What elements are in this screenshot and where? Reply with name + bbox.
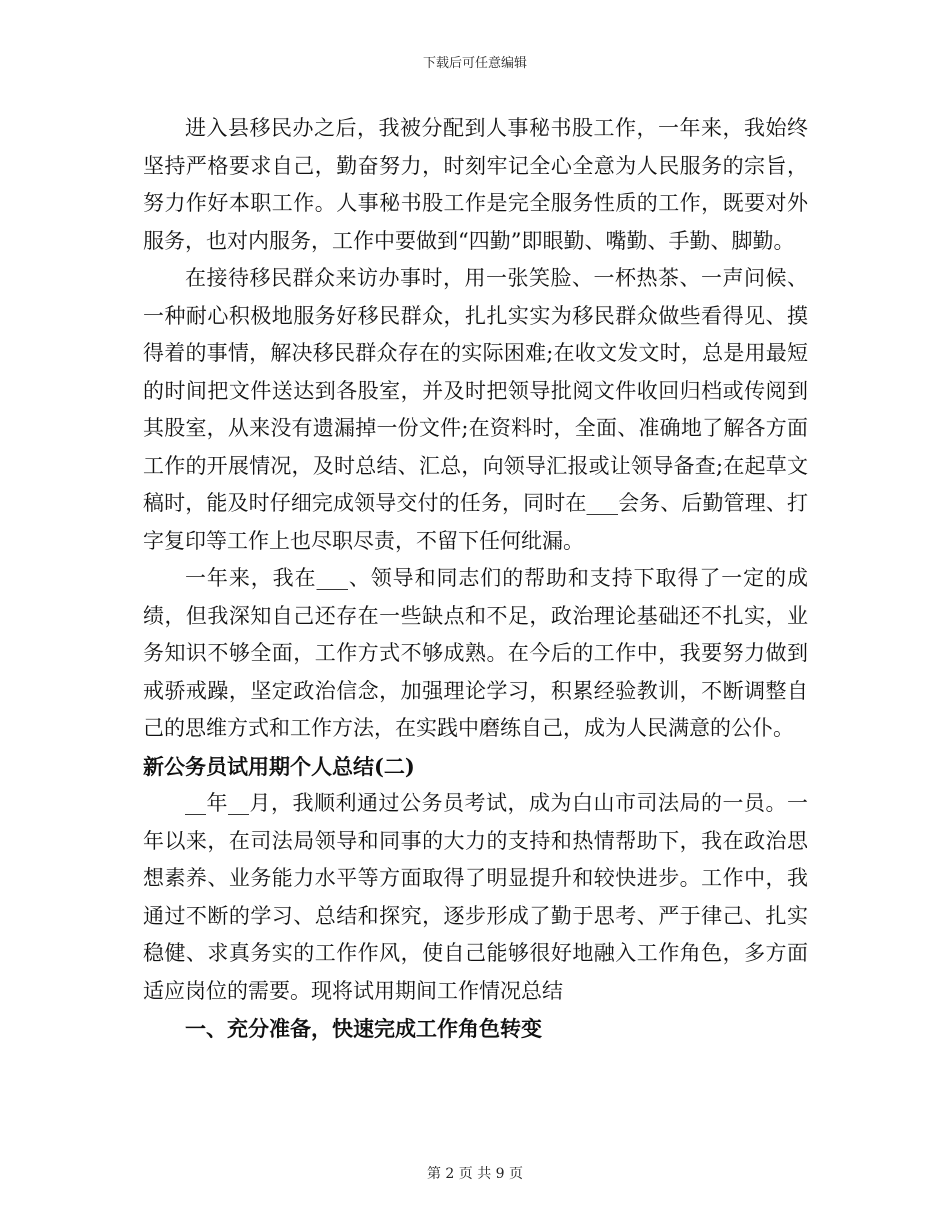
- subheading: 一、充分准备，快速完成工作角色转变: [185, 1016, 542, 1041]
- paragraph: 进入县移民办之后，我被分配到人事秘书股工作，一年来，我始终坚持严格要求自己，勤奋努力，时刻牢记全心全意为人民服务的宗旨，努力作好本职工作。人事秘书股工作是完全服务性质的工作，既要对外服务，也对内服务，工作中要做到“四勤”即眼勤、嘴勤、手勤、脚勤。: [143, 116, 808, 253]
- document-body: [143, 110, 808, 1048]
- page-footer: 第 2 页 共 9 页: [426, 1166, 524, 1182]
- paragraph: 在接待移民群众来访办事时，用一张笑脸、一杯热茶、一声问候、一种耐心积极地服务好移民群众，扎扎实实为移民群众做些看得见、摸得着的事情，解决移民群众存在的实际困难;在收文发文时，总是用最短的时间把文件送达到各股室，并及时把领导批阅文件收回归档或传阅到其股室，从来没有遗漏掉一份文件;在资料时，全面、准确地了解各方面工作的开展情况，及时总结、汇总，向领导汇报或让领导备查;在起草文稿时，能及时仔细完成领导交付的任务，同时在___会务、后勤管理、打字复印等工作上也尽职尽责，不留下任何纰漏。: [143, 266, 808, 553]
- paragraph: __年__月，我顺利通过公务员考试，成为白山市司法局的一员。一年以来，在司法局领导和同事的大力的支持和热情帮助下，我在政治思想素养、业务能力水平等方面取得了明显提升和较快进步。工作中，我通过不断的学习、总结和探究，逐步形成了勤于思考、严于律己、扎实稳健、求真务实的工作作风，使自己能够很好地融入工作角色，多方面适应岗位的需要。现将试用期间工作情况总结: [143, 791, 808, 1003]
- page-header: 下载后可任意编辑: [422, 56, 527, 71]
- section-title: 新公务员试用期个人总结(二): [143, 753, 415, 779]
- paragraph: 一年来，我在___、领导和同志们的帮助和支持下取得了一定的成绩，但我深知自己还存在一些缺点和不足，政治理论基础还不扎实，业务知识不够全面，工作方式不够成熟。在今后的工作中，我要努力做到戒骄戒躁，坚定政治信念，加强理论学习，积累经验教训，不断调整自己的思维方式和工作方法，在实践中磨练自己，成为人民满意的公仆。: [143, 566, 808, 740]
